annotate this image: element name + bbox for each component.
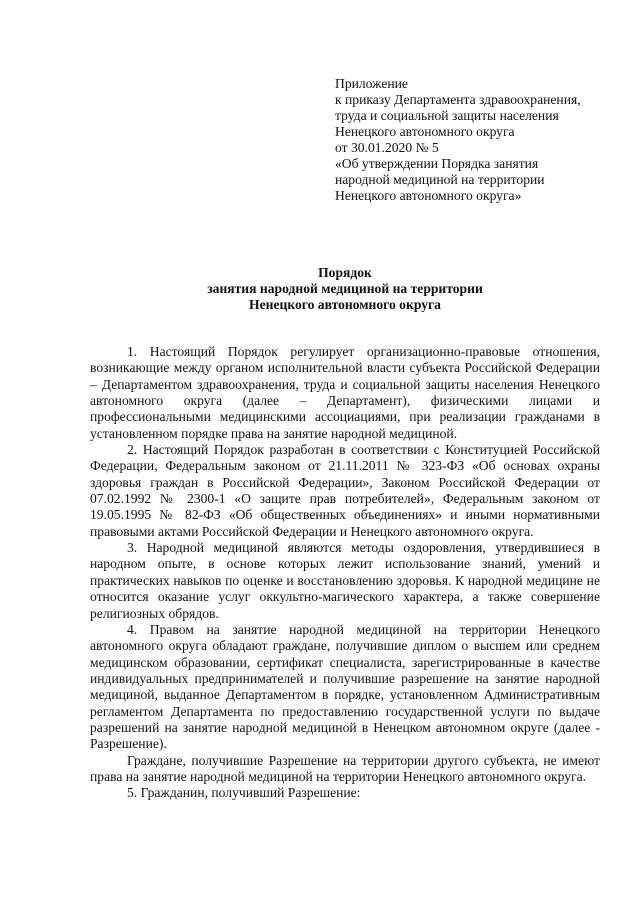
appendix-line: народной медициной на территории <box>335 172 545 187</box>
paragraph-3: 3. Народной медициной являются методы оздоровления, утвердившиеся в народном опыте, в основе которых лежит использование знаний, умений и практических навыков по оценке и восстановлению здоровья. К народной медицине не относится оказание услуг оккультно-магического характера, а также совершение религиозных обрядов. <box>90 540 600 621</box>
appendix-line: Ненецкого автономного округа <box>335 124 515 139</box>
title-line: занятия народной медициной на территории <box>207 281 483 296</box>
paragraph-1: 1. Настоящий Порядок регулирует организационно-правовые отношения, возникающие между органом исполнительной власти субъекта Российской Федерации – Департаментом здравоохранения, труда и социальной защиты населения Ненецкого автономного округа (далее – Департамент), физическими лицами и профессиональными медицинскими ассоциациями, при реализации гражданами в установленном порядке права на занятие народной медициной. <box>90 344 600 441</box>
document-body <box>90 344 600 802</box>
paragraph-4-note: Граждане, получившие Разрешение на территории другого субъекта, не имеют права на занятие народной медициной на территории Ненецкого автономного округа. <box>90 752 600 784</box>
title-line: Ненецкого автономного округа <box>249 297 441 312</box>
appendix-line: Приложение <box>335 76 408 91</box>
appendix-line: Ненецкого автономного округа» <box>335 188 522 203</box>
document-title <box>90 265 600 313</box>
appendix-line: «Об утверждении Порядка занятия <box>335 156 539 171</box>
appendix-line: труда и социальной защиты населения <box>335 108 559 123</box>
appendix-line: к приказу Департамента здравоохранения, <box>335 92 581 107</box>
paragraph-4: 4. Правом на занятие народной медициной на территории Ненецкого автономного округа обладают граждане, получившие диплом о высшем или среднем медицинском образовании, сертификат специалиста, зарегистрированные в качестве индивидуальных предпринимателей и получившие разрешение на занятие народной медициной, выданное Департаментом в порядке, установленном Административным регламентом Департамента по предоставлению государственной услуги по выдаче разрешений на занятие народной медициной в Ненецком автономном округе (далее - Разрешение). <box>90 621 600 752</box>
appendix-line: от 30.01.2020 № 5 <box>335 140 439 155</box>
title-line: Порядок <box>318 265 372 280</box>
paragraph-5: 5. Гражданин, получивший Разрешение: <box>127 785 361 801</box>
paragraph-2: 2. Настоящий Порядок разработан в соответствии с Конституцией Российской Федерации, Федеральным законом от 21.11.2011 № 323-ФЗ «Об основах охраны здоровья граждан в Российской Федерации», Законом Российской Федерации от 07.02.1992 № 2300-1 «О защите прав потребителей», Федеральным законом от 19.05.1995 № 82-ФЗ «Об общественных объединениях» и иными нормативными правовыми актами Российской Федерации и Ненецкого автономного округа. <box>90 442 600 539</box>
appendix-header <box>335 76 615 204</box>
